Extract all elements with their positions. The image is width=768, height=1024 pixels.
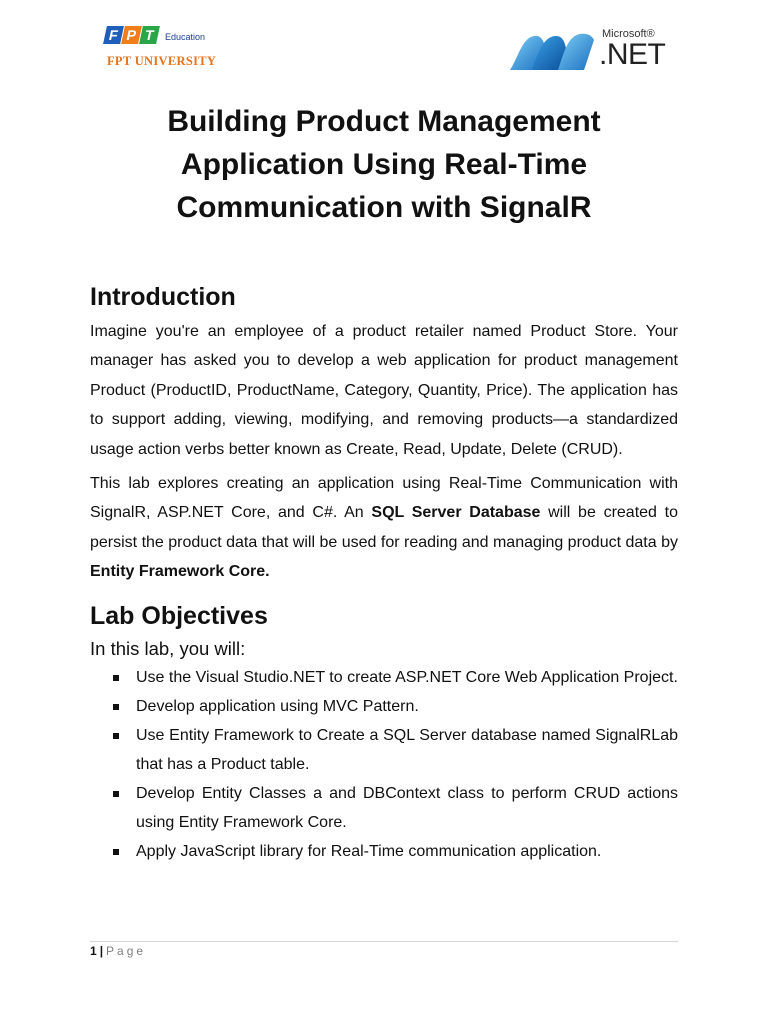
objective-item — [90, 721, 678, 779]
objective-item — [90, 837, 678, 866]
objective-item — [90, 692, 678, 721]
title-line-1: Building Product Management — [167, 105, 601, 138]
fpt-letter-t: T — [139, 26, 160, 44]
title-line-3: Communication with SignalR — [176, 191, 592, 224]
fpt-mark — [105, 26, 215, 44]
document-title — [90, 100, 678, 229]
bullet-icon — [113, 849, 119, 855]
objective-item — [90, 663, 678, 692]
microsoft-net-logo — [508, 26, 673, 76]
bullet-icon — [113, 791, 119, 797]
objectives-list — [90, 663, 678, 866]
objective-text: Develop Entity Classes a and DBContext class to perform CRUD actions using Entity Framework Core. — [136, 784, 678, 831]
bullet-icon — [113, 733, 119, 739]
page-label: Page — [106, 944, 147, 958]
introduction-paragraph-2 — [90, 469, 678, 587]
objective-item — [90, 779, 678, 837]
page-separator: | — [99, 944, 104, 958]
page-number: 1 — [90, 944, 97, 958]
fpt-letter-p: P — [121, 26, 142, 44]
net-wave-icon — [508, 30, 596, 72]
introduction-paragraph-1: Imagine you're an employee of a product retailer named Product Store. Your manager has asked you to develop a web application for product management Product (ProductID, ProductName, Category, Quantity, Price). The application has to support adding, viewing, modifying, and removing products—a standardized usage action verbs better known as Create, Read, Update, Delete (CRUD). — [90, 323, 678, 458]
sql-server-database-bold: SQL Server Database — [371, 504, 541, 522]
bullet-icon — [113, 704, 119, 710]
document-body — [90, 280, 678, 866]
page-footer — [90, 944, 146, 958]
bullet-icon — [113, 675, 119, 681]
fpt-education-label: Education — [165, 32, 206, 42]
introduction-heading: Introduction — [90, 283, 236, 311]
title-line-2: Application Using Real-Time — [180, 148, 588, 181]
fpt-education-logo — [105, 26, 215, 70]
footer-divider — [90, 941, 678, 942]
fpt-university-label: FPT UNIVERSITY — [107, 54, 217, 68]
microsoft-label: Microsoft® — [602, 28, 655, 40]
para2-text-c: will be created to persist the product data that will be used for reading and managing product data by — [90, 504, 678, 551]
net-label: .NET — [599, 38, 666, 71]
lab-objectives-heading: Lab Objectives — [90, 601, 268, 630]
entity-framework-core-bold: Entity Framework Core. — [90, 563, 270, 581]
objective-text: Use Entity Framework to Create a SQL Server database named SignalRLab that has a Product table. — [136, 726, 678, 773]
objective-text: Apply JavaScript library for Real-Time communication application. — [136, 842, 602, 860]
objectives-subheading: In this lab, you will: — [90, 637, 246, 659]
para2-text-a: This lab explores creating an application using Real-Time Communication with SignalR, ASP.NET Core, and C#. An — [90, 475, 678, 522]
fpt-letter-f: F — [103, 26, 124, 44]
objective-text: Use the Visual Studio.NET to create ASP.NET Core Web Application Project. — [136, 668, 678, 686]
objective-text: Develop application using MVC Pattern. — [136, 697, 419, 715]
